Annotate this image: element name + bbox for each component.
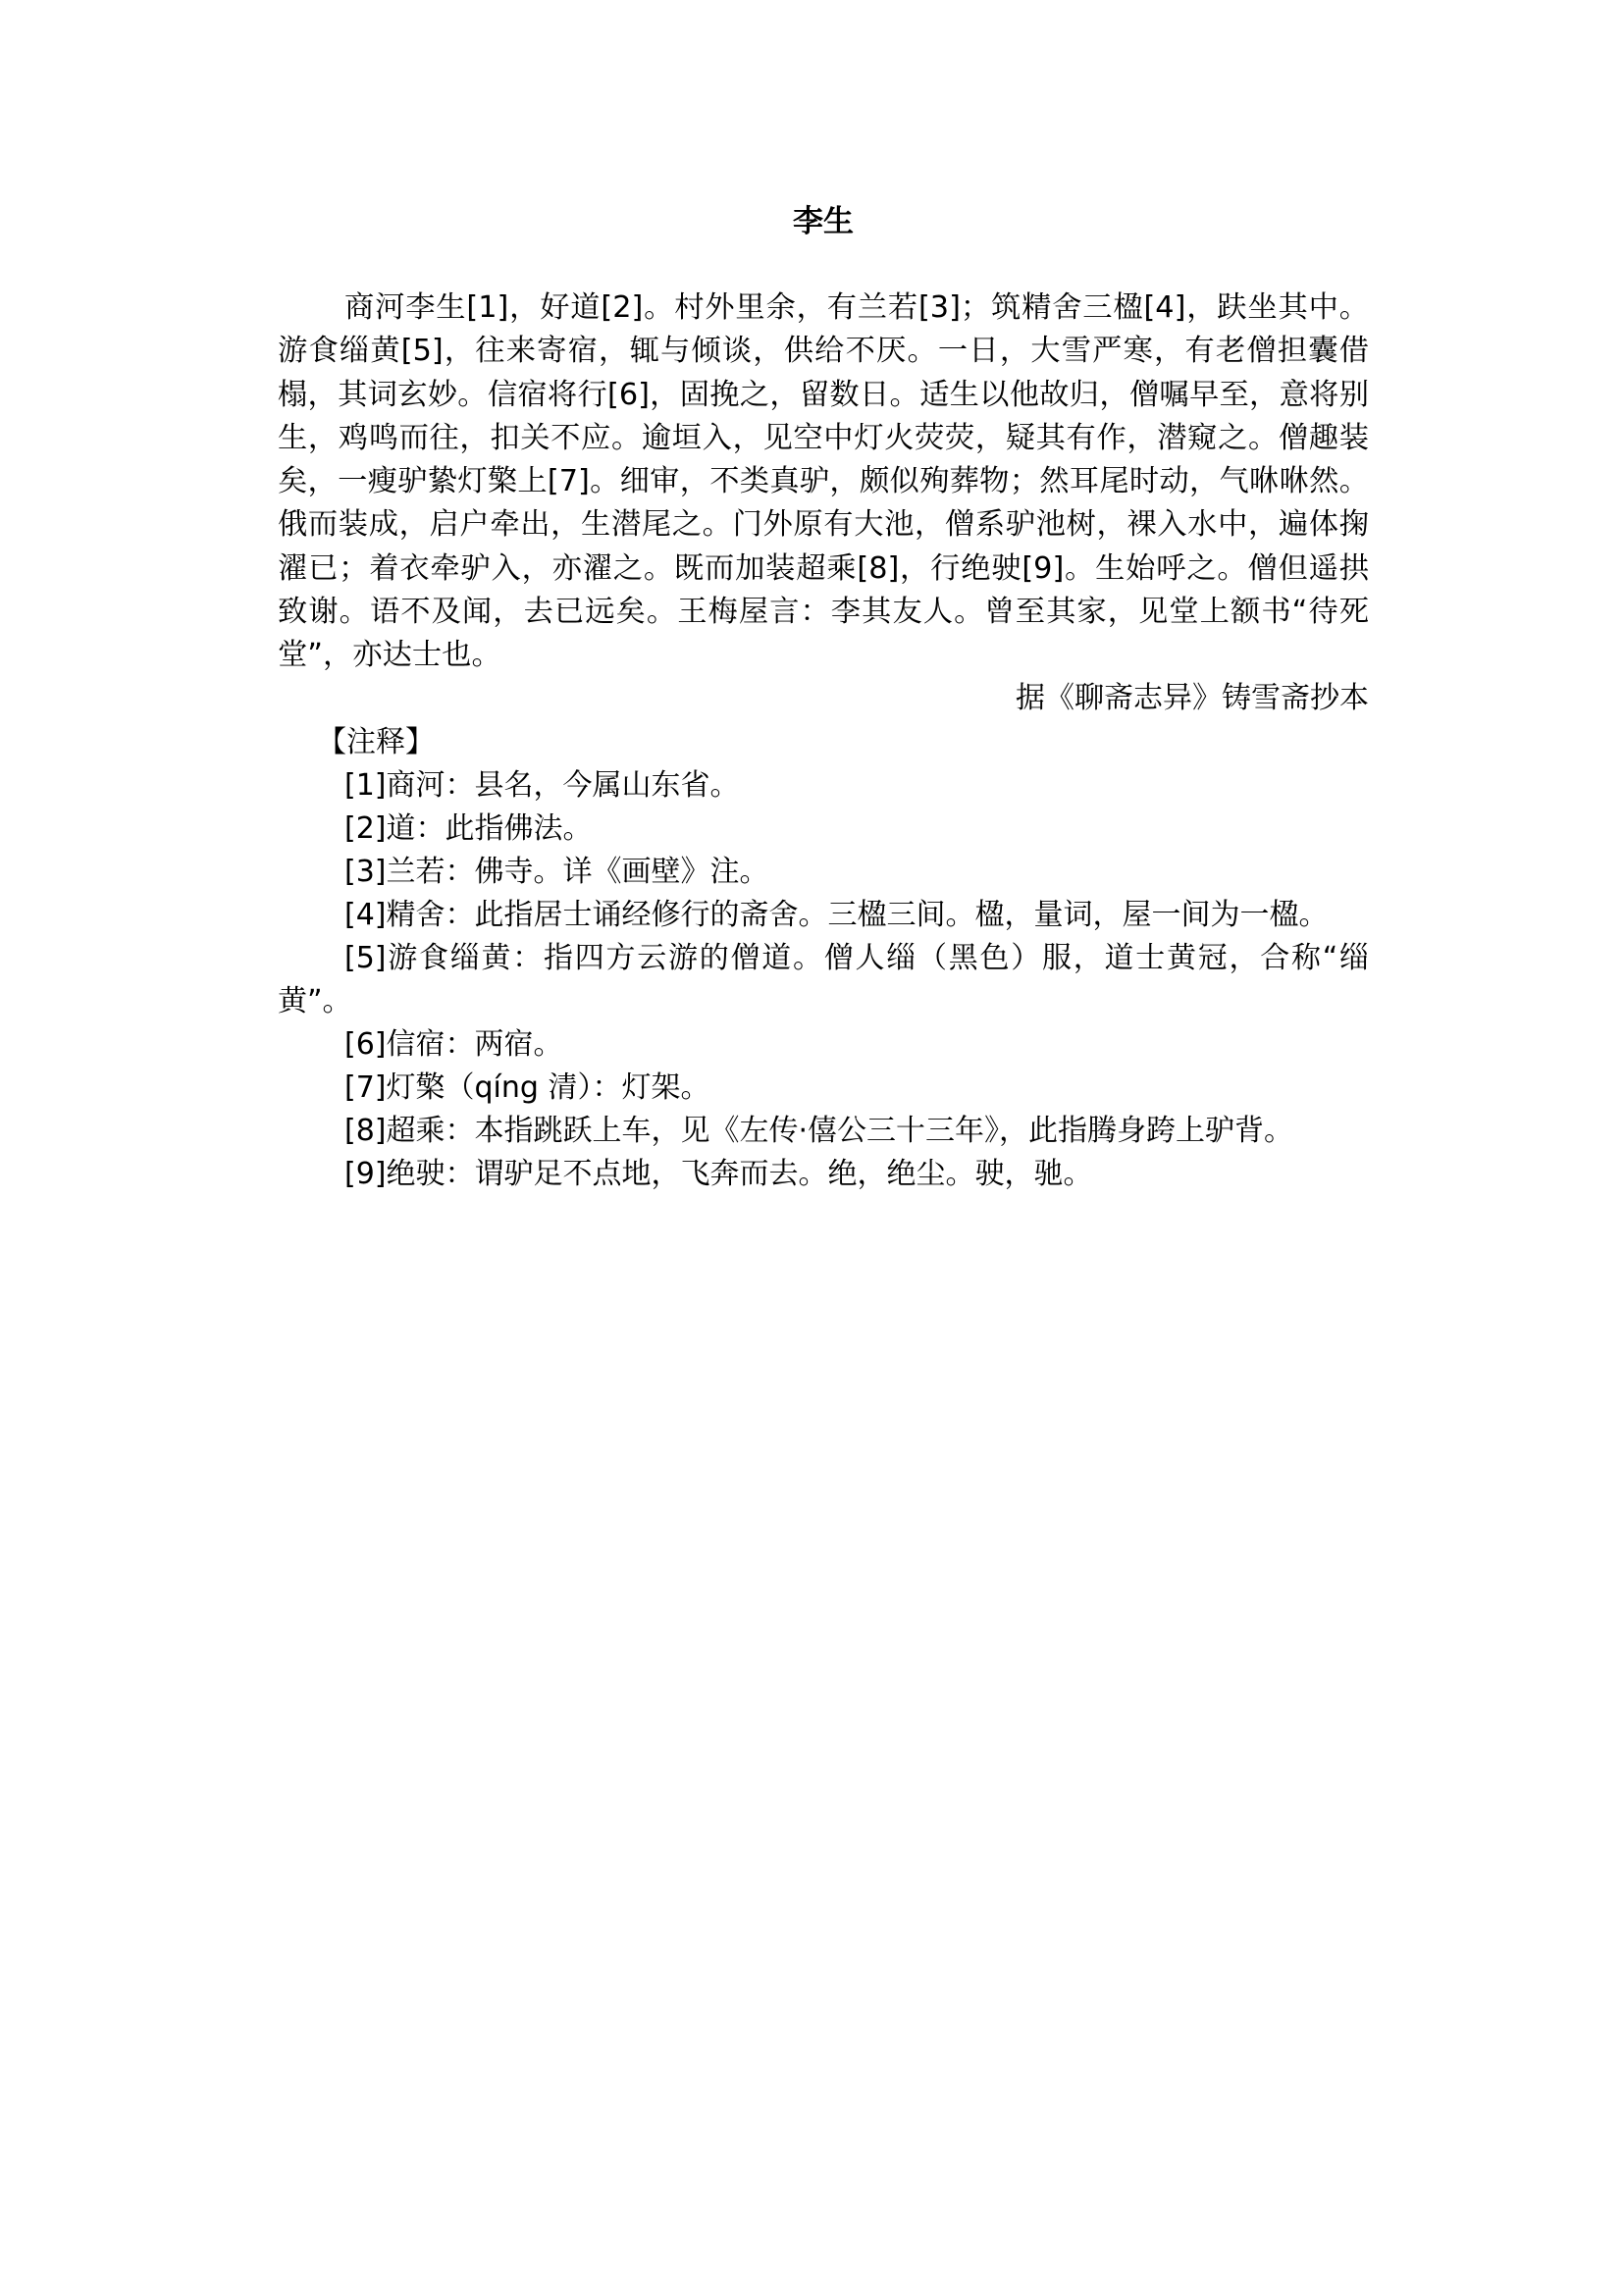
story-paragraph: 商河李生[1]，好道[2]。村外里余，有兰若[3]；筑精舍三楹[4]，趺坐其中。游食缁黄[5]，往来寄宿，辄与倾谈，供给不厌。一日，大雪严寒，有老僧担囊借榻，其词玄妙。信宿将行[6]，固挽之，留数日。适生以他故归，僧嘱早至，意将别生，鸡鸣而往，扣关不应。逾垣入，见空中灯火荧荧，疑其有作，潜窥之。僧趣装矣，一瘦驴絷灯檠上[7]。细审，不类真驴，颇似殉葬物；然耳尾时动，气咻咻然。俄而装成，启户牵出，生潜尾之。门外原有大池，僧系驴池树，裸入水中，遍体掬濯已；着衣牵驴入，亦濯之。既而加装超乘[8]，行绝驶[9]。生始呼之。僧但遥拱致谢。语不及闻，去已远矣。王梅屋言：李其友人。曾至其家，见堂上额书“待死堂”，亦达士也。 — [278, 290, 1369, 673]
note-item: [2]道：此指佛法。 — [344, 811, 593, 846]
source-citation: 据《聊斋志异》铸雪斋抄本 — [1016, 681, 1369, 715]
document-title: 李生 — [793, 204, 854, 239]
note-item: [9]绝驶：谓驴足不点地，飞奔而去。绝，绝尘。驶，驰。 — [344, 1157, 1093, 1191]
notes-section — [278, 721, 1369, 1196]
note-item: [5]游食缁黄：指四方云游的僧道。僧人缁（黑色）服，道士黄冠，合称“缁黄”。 — [278, 941, 1369, 1018]
note-item: [1]商河：县名，今属山东省。 — [344, 768, 740, 803]
note-item: [6]信宿：两宿。 — [344, 1027, 563, 1062]
notes-heading: 【注释】 — [317, 725, 435, 759]
note-item: [4]精舍：此指居士诵经修行的斋舍。三楹三间。楹，量词，屋一间为一楹。 — [344, 898, 1329, 932]
note-item: [7]灯檠（qíng 清）：灯架。 — [344, 1070, 710, 1105]
note-item: [3]兰若：佛寺。详《画壁》注。 — [344, 855, 769, 889]
note-item: [8]超乘：本指跳跃上车，见《左传·僖公三十三年》，此指腾身跨上驴背。 — [344, 1114, 1294, 1148]
